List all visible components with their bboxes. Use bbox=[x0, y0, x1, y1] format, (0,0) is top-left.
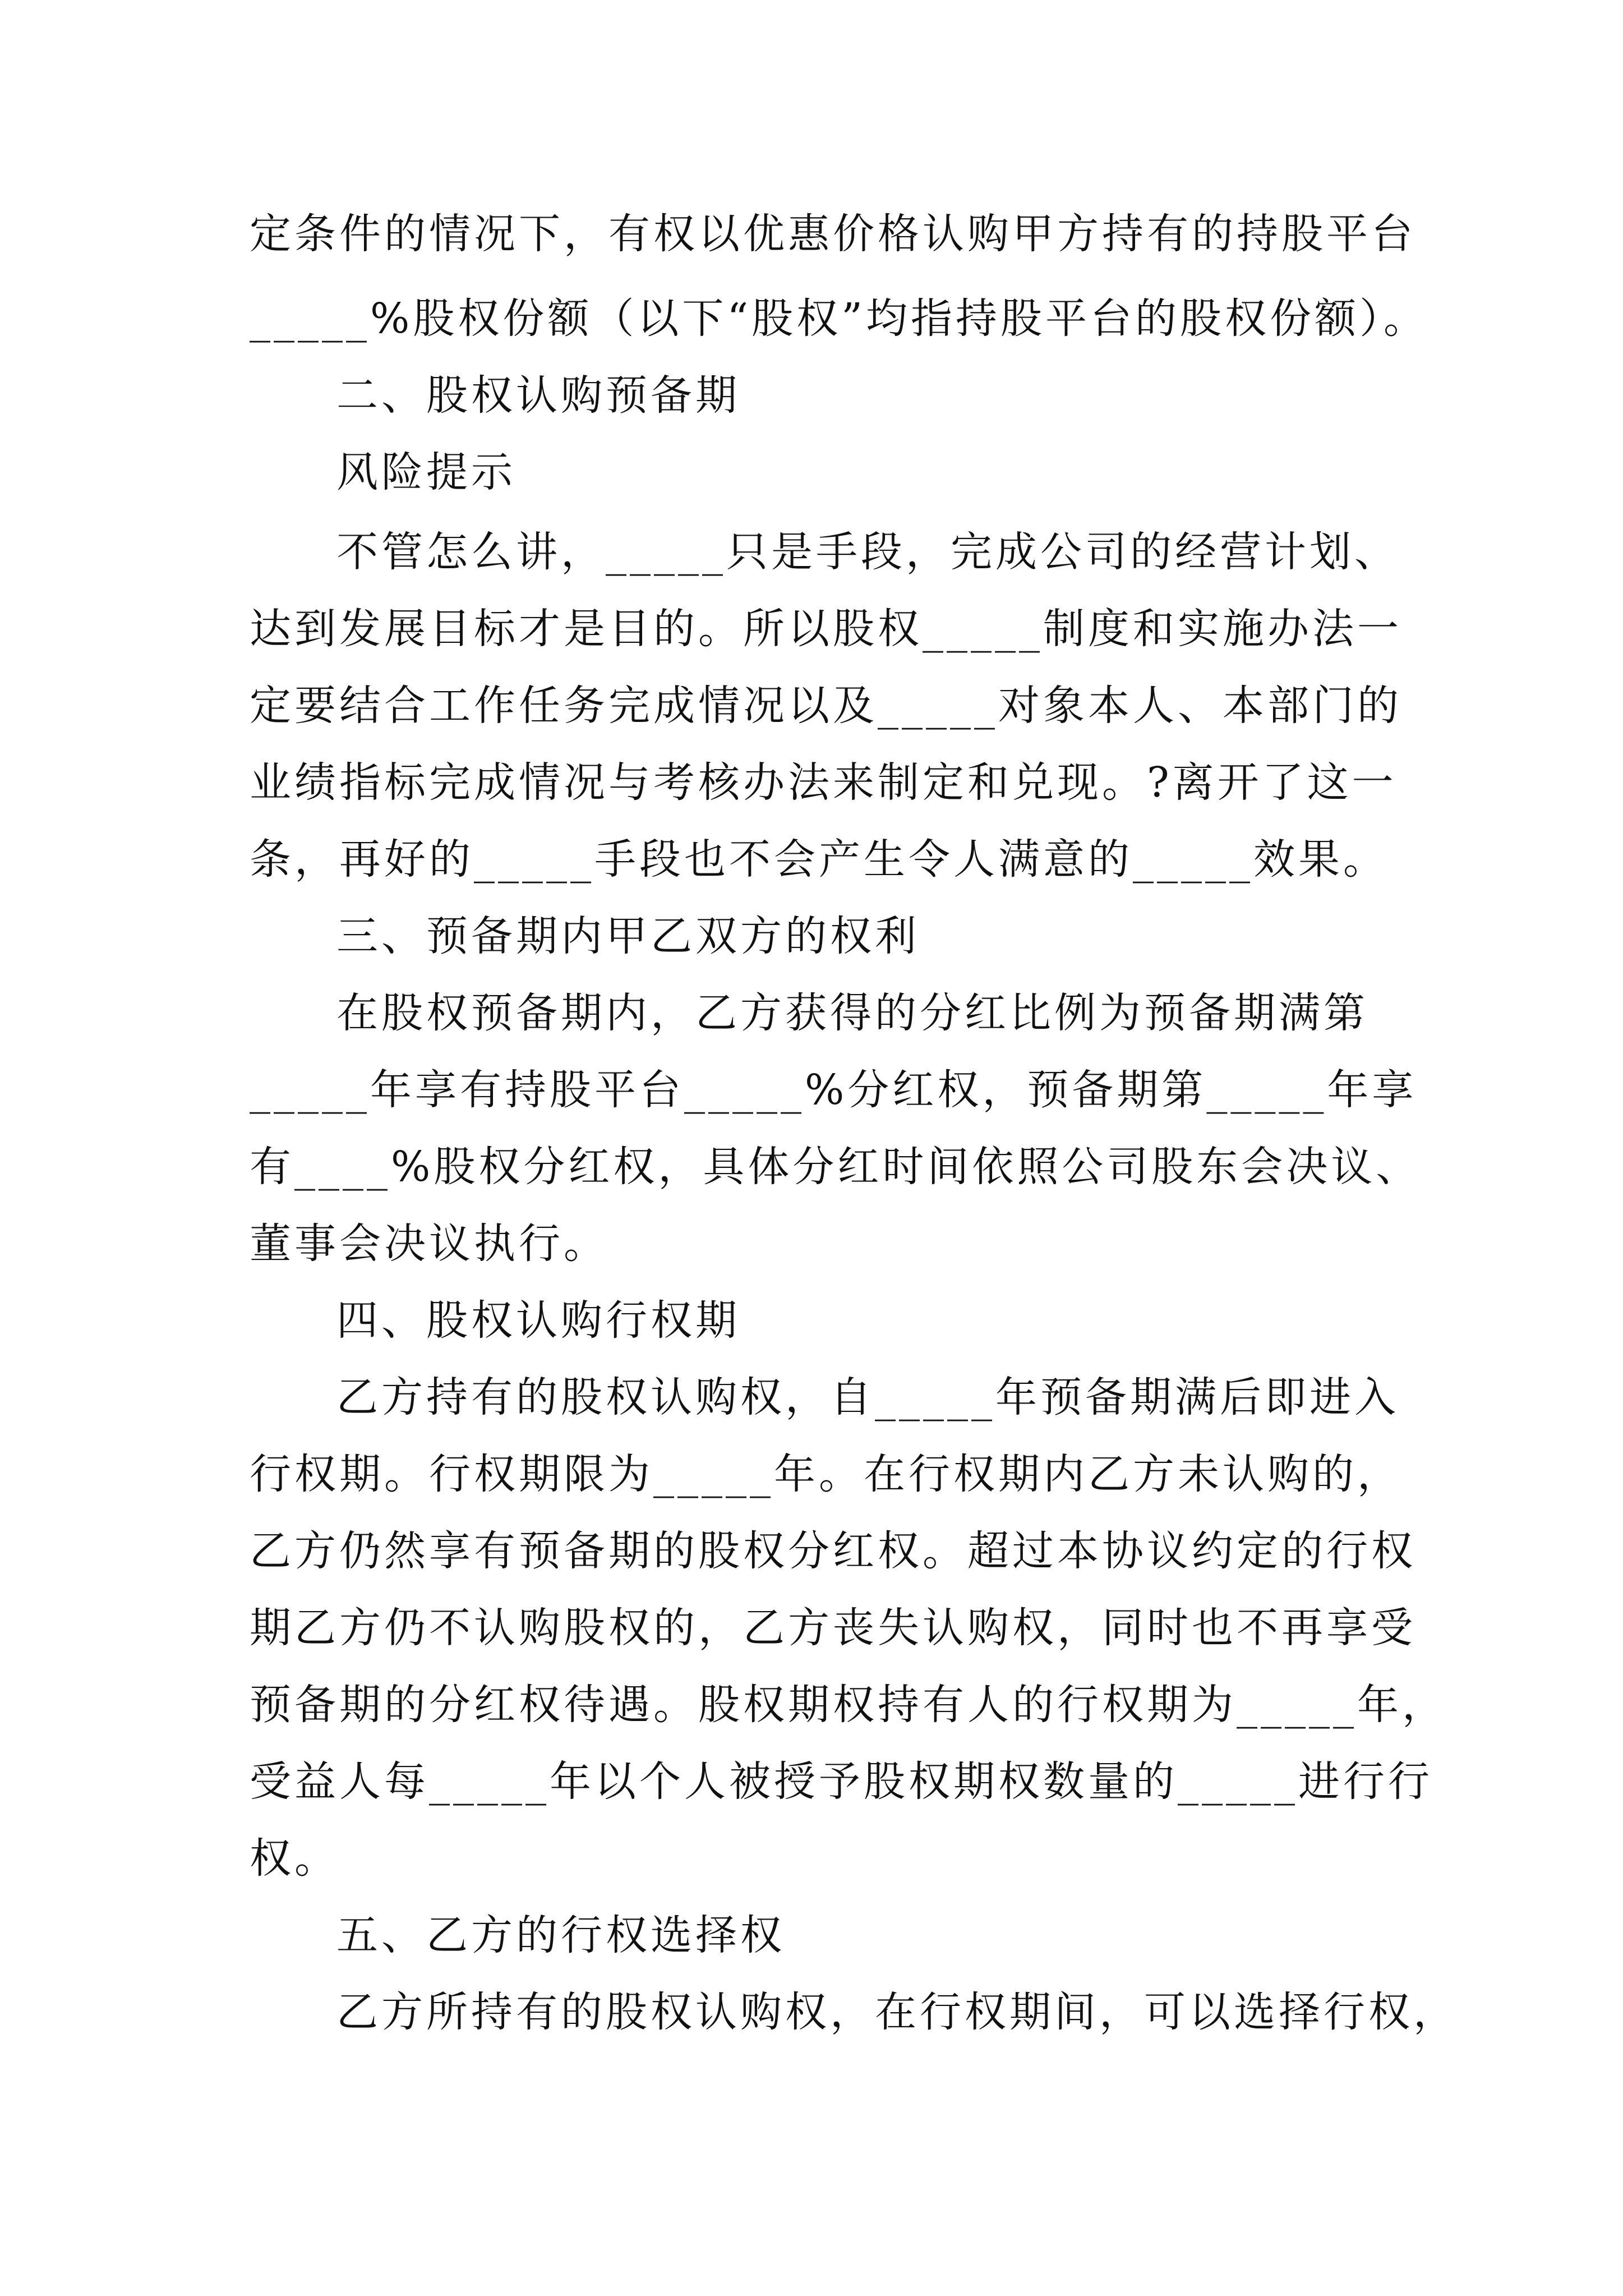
subheading: 风险提示 bbox=[336, 448, 516, 496]
text-line: 乙方持有的股权认购权，自_____年预备期满后即进入 bbox=[336, 1373, 1399, 1421]
text-line: 业绩指标完成情况与考核办法来制定和兑现。?离开了这一 bbox=[250, 758, 1397, 807]
text-line: 有____%股权分红权，具体分红时间依照公司股东会决议、 bbox=[250, 1143, 1421, 1191]
section-heading: 五、乙方的行权选择权 bbox=[336, 1911, 785, 1959]
text-line: 不管怎么讲，_____只是手段，完成公司的经营计划、 bbox=[336, 528, 1399, 576]
section-heading: 二、股权认购预备期 bbox=[336, 371, 740, 420]
text-line: 条，再好的_____手段也不会产生令人满意的_____效果。 bbox=[250, 835, 1388, 884]
section-heading: 三、预备期内甲乙双方的权利 bbox=[336, 912, 920, 960]
text-line: 权。 bbox=[250, 1834, 339, 1883]
text-line: 乙方所持有的股权认购权，在行权期间，可以选择行权， bbox=[336, 1988, 1458, 2036]
text-line: 受益人每_____年以个人被授予股权期权数量的_____进行行 bbox=[250, 1757, 1433, 1806]
text-line: _____%股权份额（以下“股权”均指持股平台的股权份额）。 bbox=[250, 295, 1428, 343]
text-line: 董事会决议执行。 bbox=[250, 1220, 608, 1268]
text-line: 在股权预备期内，乙方获得的分红比例为预备期满第 bbox=[336, 989, 1368, 1037]
text-line: 定条件的情况下，有权以优惠价格认购甲方持有的持股平台 bbox=[250, 210, 1416, 258]
text-line: 行权期。行权期限为_____年。在行权期内乙方未认购的， bbox=[250, 1450, 1402, 1498]
text-line: _____年享有持股平台_____%分红权，预备期第_____年享 bbox=[250, 1066, 1417, 1114]
text-line: 预备期的分红权待遇。股权期权持有人的行权期为_____年， bbox=[250, 1681, 1447, 1729]
text-line: 期乙方仍不认购股权的，乙方丧失认购权，同时也不再享受 bbox=[250, 1604, 1416, 1652]
text-line: 达到发展目标才是目的。所以股权_____制度和实施办法一 bbox=[250, 605, 1402, 653]
text-line: 乙方仍然享有预备期的股权分红权。超过本协议约定的行权 bbox=[250, 1527, 1416, 1575]
text-line: 定要结合工作任务完成情况以及_____对象本人、本部门的 bbox=[250, 682, 1402, 730]
section-heading: 四、股权认购行权期 bbox=[336, 1296, 740, 1345]
